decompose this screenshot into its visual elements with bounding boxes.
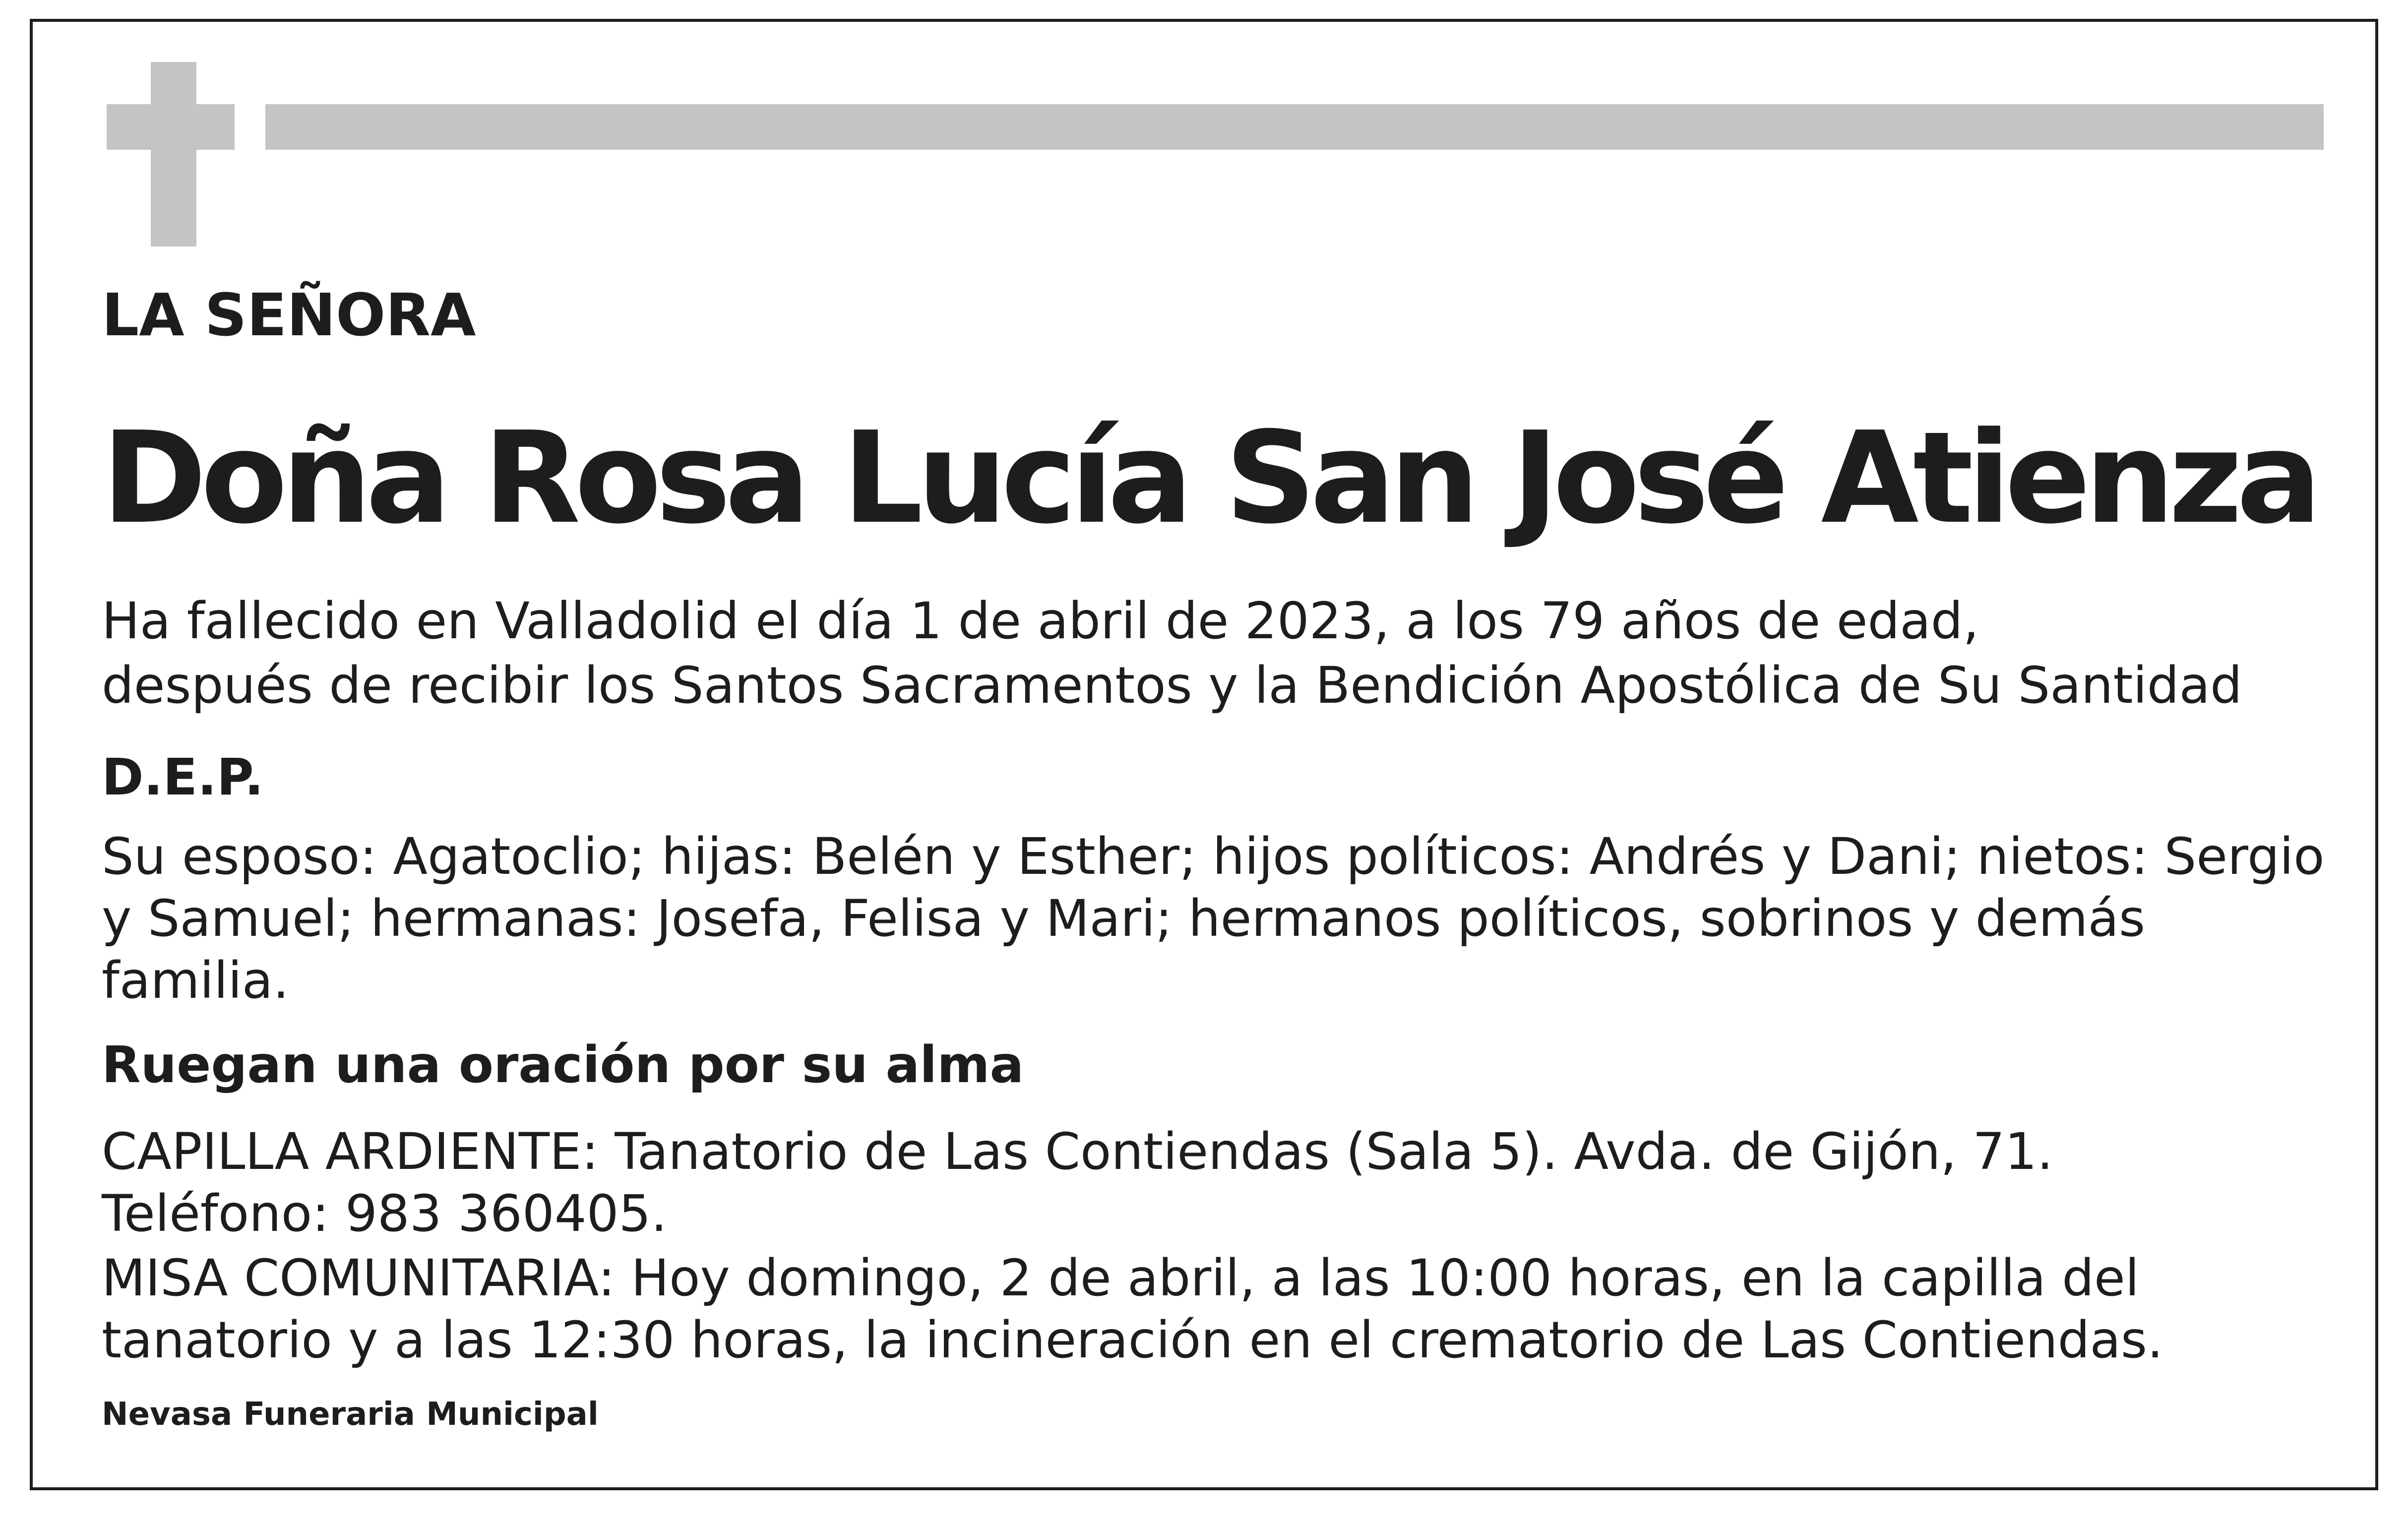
notice-heading: LA SEÑORA: [102, 281, 476, 349]
announcement-line: Ha fallecido en Valladolid el día 1 de abril de 2023, a los 79 años de edad,: [102, 592, 1979, 651]
announcement-line: después de recibir los Santos Sacramentos y la Bendición Apostólica de Su Santidad: [102, 656, 2242, 715]
prayer-request: Ruegan una oración por su alma: [102, 1036, 1024, 1095]
details-line: MISA COMUNITARIA: Hoy domingo, 2 de abril, a las 10:00 horas, en la capilla del: [102, 1249, 2140, 1308]
header-rule: [265, 104, 2324, 150]
funeral-home: Nevasa Funeraria Municipal: [102, 1396, 599, 1433]
cross-icon-arm: [107, 104, 235, 150]
dep-label: D.E.P.: [102, 748, 264, 807]
deceased-name: Doña Rosa Lucía San José Atienza: [102, 405, 2316, 552]
family-line: y Samuel; hermanas: Josefa, Felisa y Mari; hermanos políticos, sobrinos y demás: [102, 889, 2146, 948]
details-line: Teléfono: 983 360405.: [102, 1184, 667, 1243]
details-line: CAPILLA ARDIENTE: Tanatorio de Las Contiendas (Sala 5). Avda. de Gijón, 71.: [102, 1122, 2053, 1181]
details-line: tanatorio y a las 12:30 horas, la incineración en el crematorio de Las Contiendas.: [102, 1311, 2163, 1370]
cross-icon: [151, 62, 196, 246]
family-line: Su esposo: Agatoclio; hijas: Belén y Esther; hijos políticos: Andrés y Dani; nietos: Sergio: [102, 827, 2325, 886]
family-line: familia.: [102, 951, 289, 1010]
